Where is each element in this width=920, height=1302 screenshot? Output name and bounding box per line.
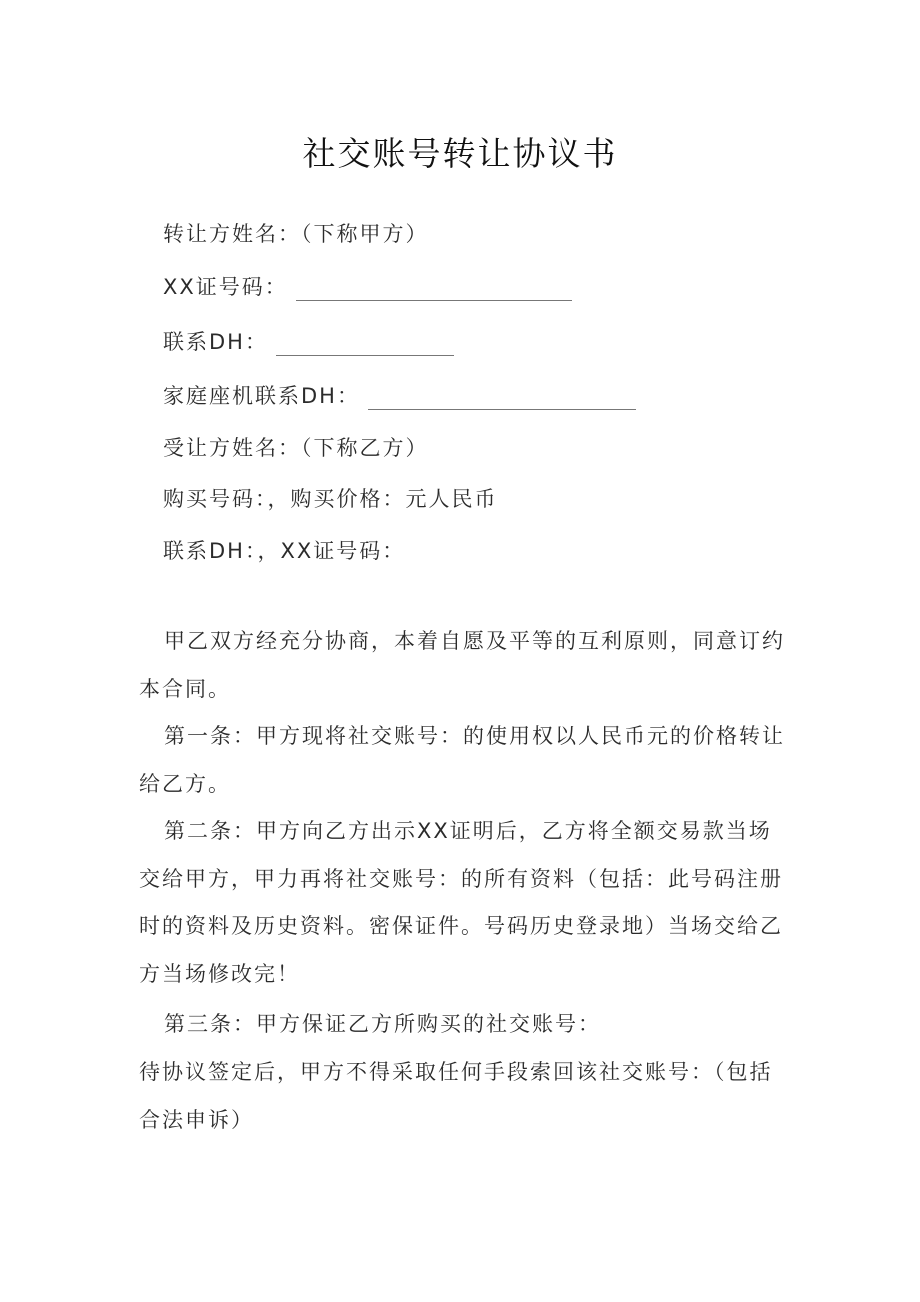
home-phone-line — [163, 380, 636, 410]
buyer-contact-label: 联系DH：，XX证号码： — [163, 539, 406, 563]
article-3-continuation: 待协议签定后，甲方不得采取任何手段索回该社交账号：（包括合法申诉） — [139, 1060, 773, 1132]
contact-phone-line — [163, 326, 454, 356]
id-number-blank — [296, 280, 572, 301]
purchase-info-label: 购买号码：，购买价格：元人民币 — [163, 487, 498, 511]
seller-name-label: 转让方姓名：（下称甲方） — [163, 222, 429, 246]
id-number-line — [163, 271, 572, 301]
buyer-name-line — [163, 432, 429, 462]
article-3-paragraph: 第三条：甲方保证乙方所购买的社交账号： — [164, 1012, 601, 1036]
document-title: 社交账号转让协议书 — [302, 134, 618, 173]
home-phone-blank — [368, 389, 636, 410]
contact-phone-blank — [276, 335, 454, 356]
purchase-info-line — [163, 483, 498, 513]
buyer-name-label: 受让方姓名：（下称乙方） — [163, 436, 429, 460]
intro-paragraph: 甲乙双方经充分协商，本着自愿及平等的互利原则，同意订约本合同。 — [139, 629, 785, 701]
seller-name-line — [163, 218, 429, 248]
id-number-label: XX证号码： — [163, 275, 288, 299]
home-phone-label: 家庭座机联系DH： — [163, 384, 360, 408]
buyer-contact-line — [163, 535, 405, 565]
contact-phone-label: 联系DH： — [163, 330, 268, 354]
article-2-paragraph: 第二条：甲方向乙方出示XX证明后，乙方将全额交易款当场交给甲方，甲力再将社交账号：的所有资料（包括：此号码注册时的资料及历史资料。密保证件。号码历史登录地）当场交给乙方当场修改完！ — [139, 819, 783, 986]
article-1-paragraph: 第一条：甲方现将社交账号：的使用权以人民币元的价格转让给乙方。 — [139, 724, 785, 796]
